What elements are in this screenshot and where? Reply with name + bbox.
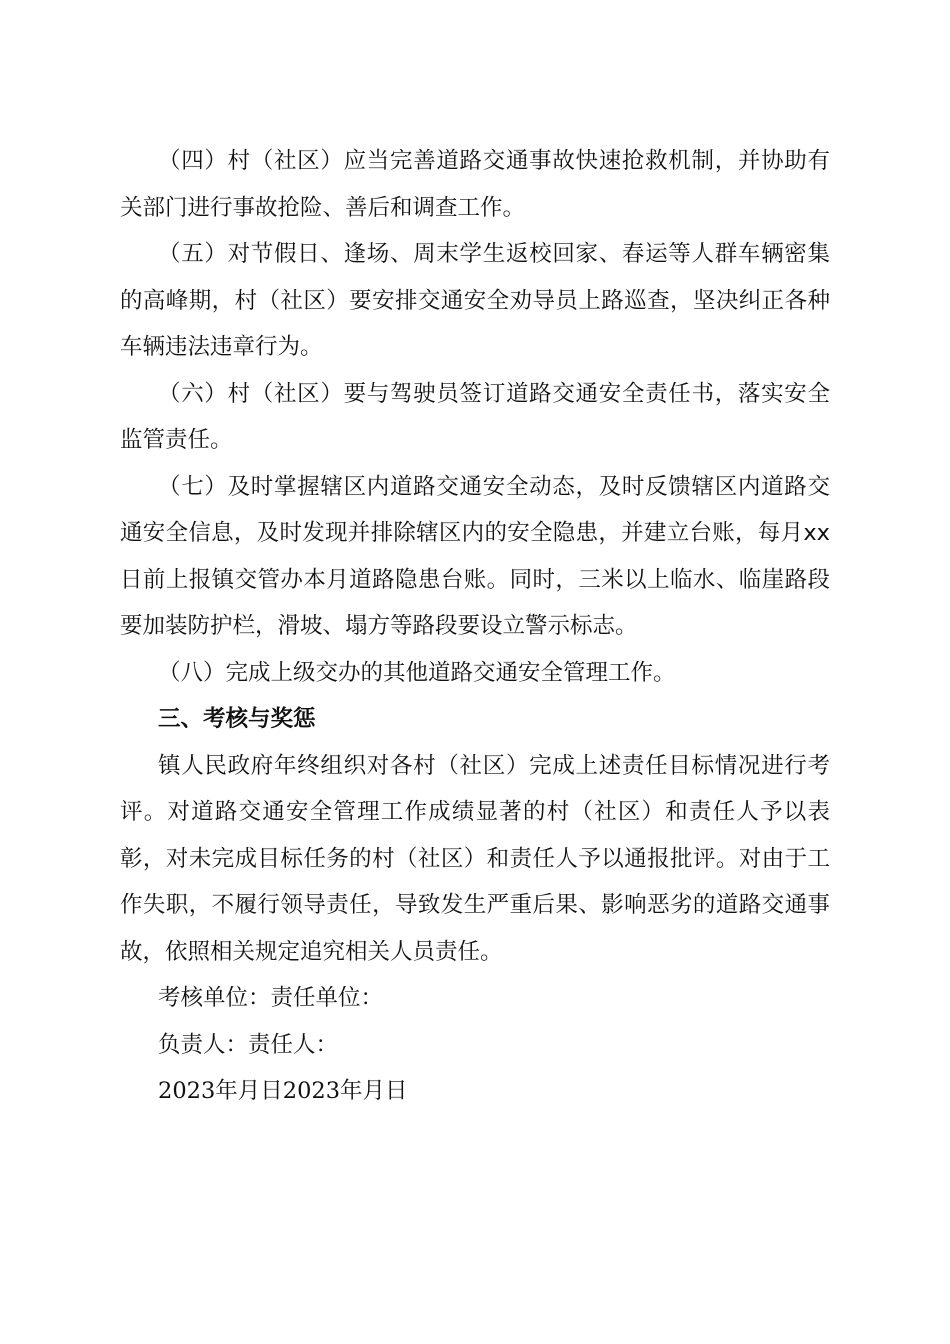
item-6-paragraph: （六）村（社区）要与驾驶员签订道路交通安全责任书，落实安全监管责任。 [120,380,830,453]
item-5-paragraph: （五）对节假日、逢场、周末学生返校回家、春运等人群车辆密集的高峰期，村（社区）要安排交通安全劝导员上路巡查，坚决纠正各种车辆违法违章行为。 [120,241,830,360]
document-page [120,138,830,1115]
signature-dates-line: 2023年月日2023年月日 [158,1078,408,1104]
item-7-paragraph: （七）及时掌握辖区内道路交通安全动态，及时反馈辖区内道路交通安全信息，及时发现并排除辖区内的安全隐患，并建立台账，每月xx日前上报镇交管办本月道路隐患台账。同时，三米以上临水、临崖路段要加装防护栏，滑坡、塌方等路段要设立警示标志。 [120,473,830,639]
item-4-paragraph: （四）村（社区）应当完善道路交通事故快速抢救机制，并协助有关部门进行事故抢险、善后和调查工作。 [120,148,830,221]
section-3-heading: 三、考核与奖惩 [158,706,316,732]
item-8-paragraph: （八）完成上级交办的其他道路交通安全管理工作。 [158,659,676,686]
section-3-body: 镇人民政府年终组织对各村（社区）完成上述责任目标情况进行考评。对道路交通安全管理工作成绩显著的村（社区）和责任人予以表彰，对未完成目标任务的村（社区）和责任人予以通报批评。对由于工作失职，不履行领导责任，导致发生严重后果、影响恶劣的道路交通事故，依照相关规定追究相关人员责任。 [120,752,830,965]
signature-persons-line: 负责人：责任人： [158,1031,339,1058]
signature-units-line: 考核单位：责任单位： [158,985,384,1011]
